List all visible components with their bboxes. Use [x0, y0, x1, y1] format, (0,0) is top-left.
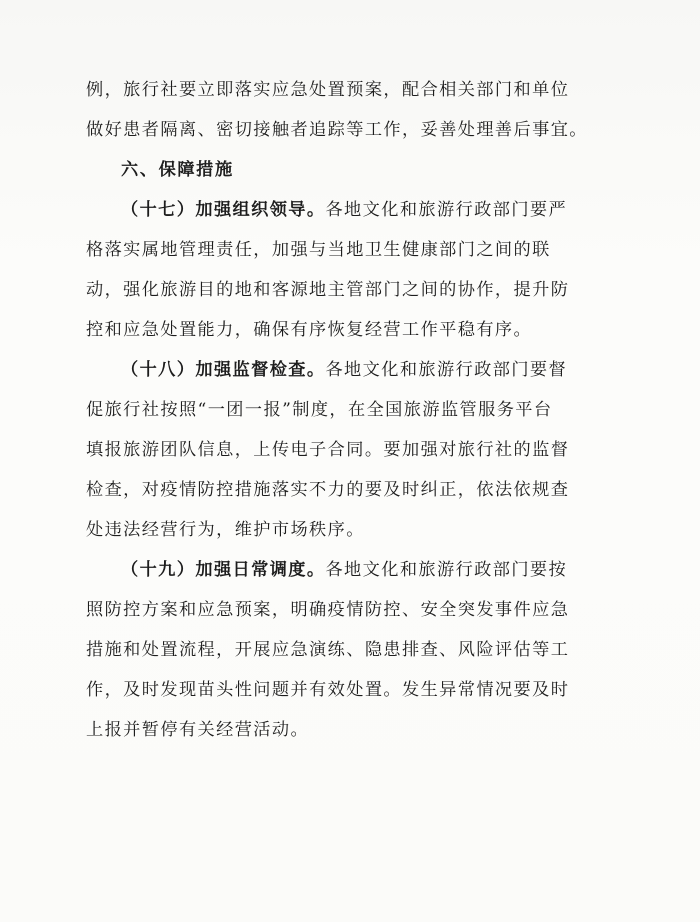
body-line — [86, 510, 616, 550]
body-line — [86, 270, 616, 310]
line-text: 动，强化旅游目的地和客源地主管部门之间的协作，提升防 — [86, 280, 570, 300]
line-text: 各地文化和旅游行政部门要按 — [325, 560, 568, 580]
line-text: 做好患者隔离、密切接触者追踪等工作，妥善处理善后事宜。 — [86, 120, 588, 140]
body-line — [86, 630, 616, 670]
paragraph-first-line — [86, 190, 616, 230]
body-line — [86, 670, 616, 710]
body-line — [86, 590, 616, 630]
body-line — [86, 310, 616, 350]
section-heading — [86, 150, 616, 190]
line-text: 格落实属地管理责任，加强与当地卫生健康部门之间的联 — [86, 240, 551, 260]
document-body — [86, 70, 616, 750]
line-text: 检查，对疫情防控措施落实不力的要及时纠正，依法依规查 — [86, 480, 570, 500]
body-line — [86, 230, 616, 270]
line-text: 各地文化和旅游行政部门要督 — [325, 360, 568, 380]
paragraph-lead: （十七）加强组织领导。 — [121, 200, 326, 220]
line-text: 上报并暂停有关经营活动。 — [86, 720, 310, 740]
section-heading-text: 六、保障措施 — [121, 160, 234, 180]
line-text: 促旅行社按照“一团一报”制度，在全国旅游监管服务平台 — [86, 400, 553, 420]
line-text: 作，及时发现苗头性问题并有效处置。发生异常情况要及时 — [86, 680, 570, 700]
paragraph-first-line — [86, 350, 616, 390]
line-text: 各地文化和旅游行政部门要严 — [325, 200, 568, 220]
body-line — [86, 470, 616, 510]
body-line — [86, 70, 616, 110]
line-text: 例，旅行社要立即落实应急处置预案，配合相关部门和单位 — [86, 80, 570, 100]
body-line — [86, 110, 616, 150]
body-line — [86, 390, 616, 430]
line-text: 照防控方案和应急预案，明确疫情防控、安全突发事件应急 — [86, 600, 570, 620]
line-text: 填报旅游团队信息，上传电子合同。要加强对旅行社的监督 — [86, 440, 570, 460]
paragraph-lead: （十八）加强监督检查。 — [121, 360, 326, 380]
line-text: 措施和处置流程，开展应急演练、隐患排查、风险评估等工 — [86, 640, 570, 660]
paragraph-first-line — [86, 550, 616, 590]
body-line — [86, 430, 616, 470]
body-line — [86, 710, 616, 750]
paragraph-lead: （十九）加强日常调度。 — [121, 560, 326, 580]
line-text: 处违法经营行为，维护市场秩序。 — [86, 520, 365, 540]
line-text: 控和应急处置能力，确保有序恢复经营工作平稳有序。 — [86, 320, 533, 340]
